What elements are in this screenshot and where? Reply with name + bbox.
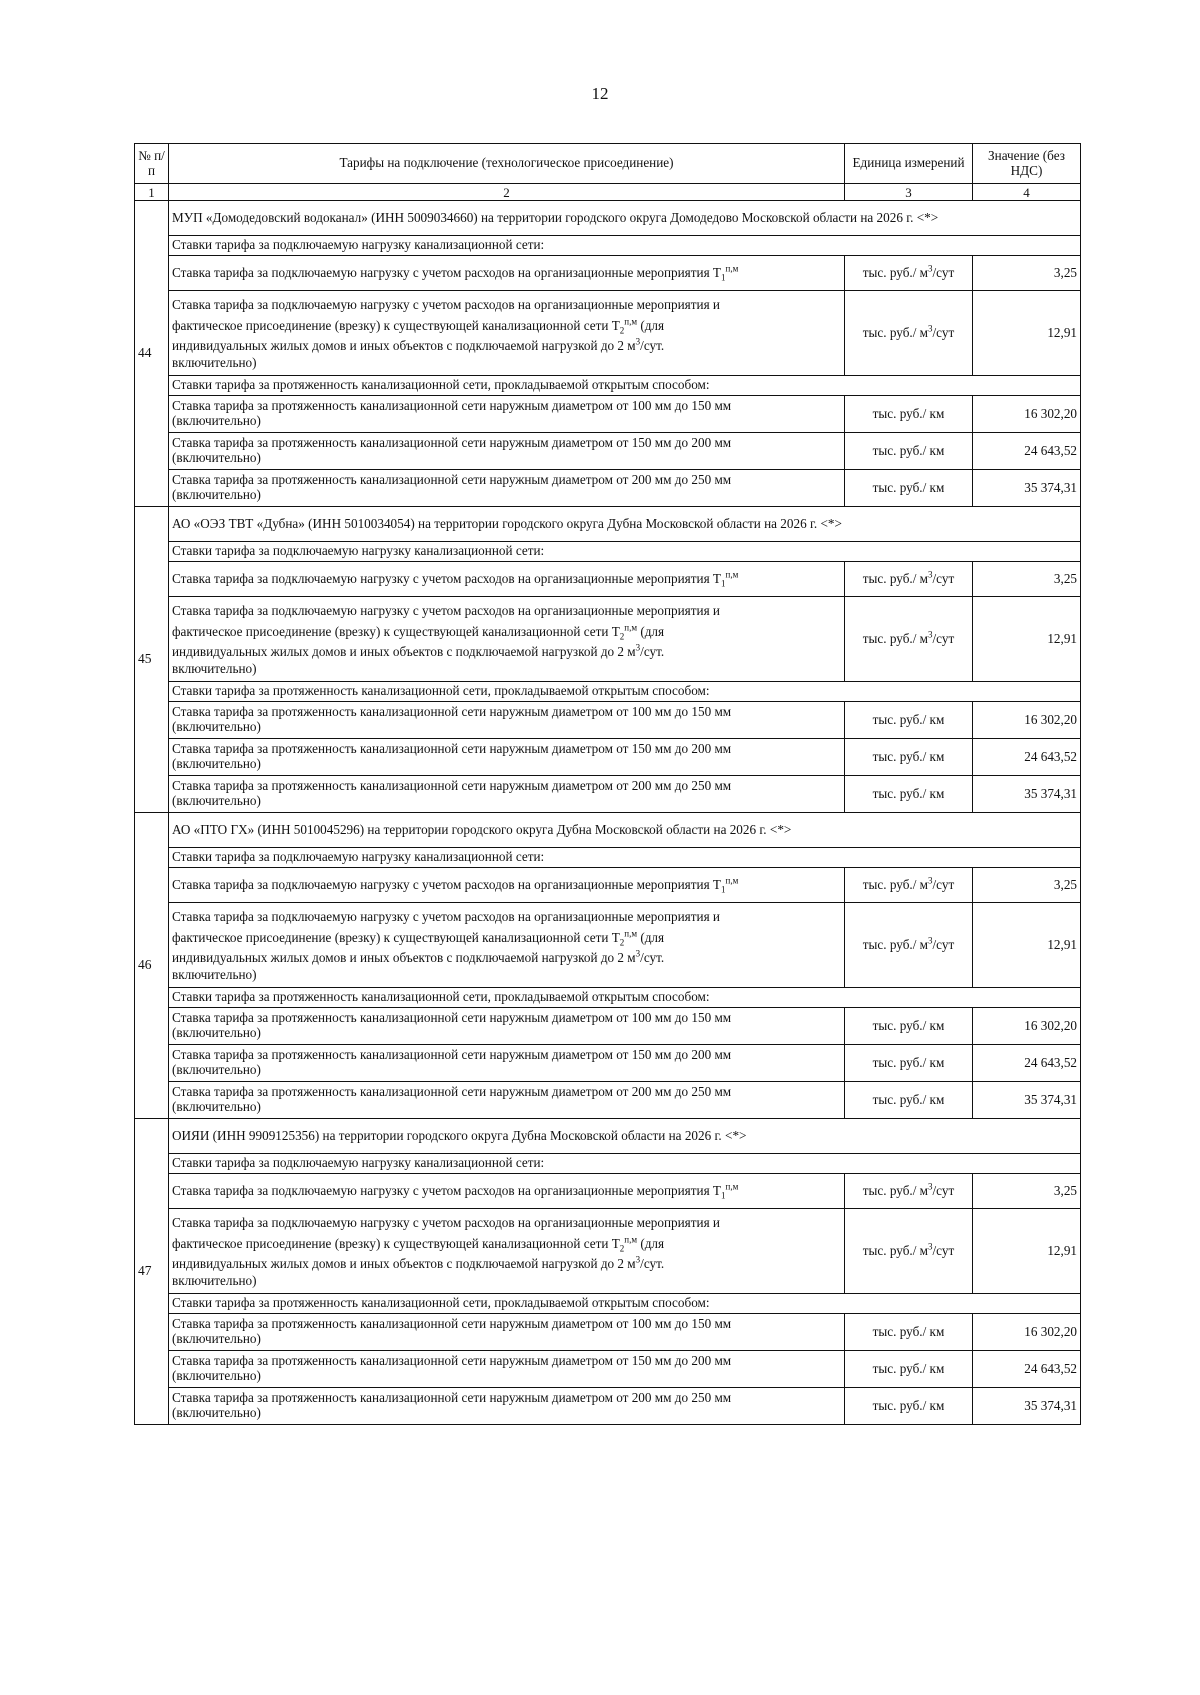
- tariff-value: 3,25: [973, 868, 1081, 903]
- tariff-unit: тыс. руб./ $м^3$/сут: [845, 562, 973, 597]
- section-row: [135, 848, 1081, 868]
- tariff-row-length: [135, 433, 1081, 470]
- section-length-label: Ставки тарифа за протяженность канализационной сети, прокладываемой открытым способом:: [169, 988, 1081, 1008]
- tariff-description: Ставка тарифа за подключаемую нагрузку с учетом расходов на организационные мероприятия $T_1^{п,м}$: [169, 256, 845, 291]
- tariff-value: 24 643,52: [973, 1045, 1081, 1082]
- tariff-row-length: [135, 739, 1081, 776]
- tariff-unit: тыс. руб./ $м^3$/сут: [845, 256, 973, 291]
- section-load-label: Ставки тарифа за подключаемую нагрузку канализационной сети:: [169, 542, 1081, 562]
- tariff-description: Ставка тарифа за протяженность канализационной сети наружным диаметром от 200 мм до 250 мм (включительно): [169, 1082, 845, 1119]
- tariff-value: 12,91: [973, 903, 1081, 988]
- tariff-value: 24 643,52: [973, 1351, 1081, 1388]
- tariff-description: Ставка тарифа за подключаемую нагрузку с учетом расходов на организационные мероприятия и фактическое присоединение (врезку) к существующей канализационной сети $T_2^{п,м}$ (для индивидуальных жилых домов и иных объектов с подключаемой нагрузкой до 2 $м^3$/сут. включительно): [169, 291, 845, 376]
- tariff-unit: тыс. руб./ км: [845, 739, 973, 776]
- tariff-description: Ставка тарифа за протяженность канализационной сети наружным диаметром от 150 мм до 200 мм (включительно): [169, 1045, 845, 1082]
- tariff-unit: тыс. руб./ $м^3$/сут: [845, 1209, 973, 1294]
- tariff-description: Ставка тарифа за подключаемую нагрузку с учетом расходов на организационные мероприятия и фактическое присоединение (врезку) к существующей канализационной сети $T_2^{п,м}$ (для индивидуальных жилых домов и иных объектов с подключаемой нагрузкой до 2 $м^3$/сут. включительно): [169, 903, 845, 988]
- tariff-row-length: [135, 1082, 1081, 1119]
- tariff-description: Ставка тарифа за протяженность канализационной сети наружным диаметром от 100 мм до 150 мм (включительно): [169, 1314, 845, 1351]
- section-length-label: Ставки тарифа за протяженность канализационной сети, прокладываемой открытым способом:: [169, 376, 1081, 396]
- tariff-description: Ставка тарифа за протяженность канализационной сети наружным диаметром от 150 мм до 200 мм (включительно): [169, 433, 845, 470]
- row-number: 47: [135, 1119, 169, 1425]
- tariff-value: 24 643,52: [973, 739, 1081, 776]
- section-load-label: Ставки тарифа за подключаемую нагрузку канализационной сети:: [169, 848, 1081, 868]
- organization-title: МУП «Домодедовский водоканал» (ИНН 5009034660) на территории городского округа Домодедово Московской области на 2026 г. <*>: [169, 201, 1081, 236]
- organization-row: [135, 201, 1081, 236]
- tariff-description: Ставка тарифа за подключаемую нагрузку с учетом расходов на организационные мероприятия и фактическое присоединение (врезку) к существующей канализационной сети $T_2^{п,м}$ (для индивидуальных жилых домов и иных объектов с подключаемой нагрузкой до 2 $м^3$/сут. включительно): [169, 597, 845, 682]
- tariff-row-t1: [135, 868, 1081, 903]
- tariff-value: 12,91: [973, 291, 1081, 376]
- page-number: 12: [591, 84, 609, 103]
- section-length-label: Ставки тарифа за протяженность канализационной сети, прокладываемой открытым способом:: [169, 682, 1081, 702]
- tariff-row-length: [135, 1351, 1081, 1388]
- tariff-value: 16 302,20: [973, 396, 1081, 433]
- tariff-value: 35 374,31: [973, 1082, 1081, 1119]
- organization-row: [135, 813, 1081, 848]
- tariff-row-length: [135, 1388, 1081, 1425]
- section-load-label: Ставки тарифа за подключаемую нагрузку канализационной сети:: [169, 236, 1081, 256]
- column-number: 1: [135, 184, 169, 201]
- tariff-unit: тыс. руб./ км: [845, 433, 973, 470]
- column-number: 4: [973, 184, 1081, 201]
- organization-title: АО «ПТО ГХ» (ИНН 5010045296) на территории городского округа Дубна Московской области на 2026 г. <*>: [169, 813, 1081, 848]
- tariff-row-length: [135, 470, 1081, 507]
- header-num: № п/п: [135, 144, 169, 184]
- organization-title: ОИЯИ (ИНН 9909125356) на территории городского округа Дубна Московской области на 2026 г. <*>: [169, 1119, 1081, 1154]
- organization-row: [135, 1119, 1081, 1154]
- tariff-value: 35 374,31: [973, 1388, 1081, 1425]
- tariff-value: 16 302,20: [973, 702, 1081, 739]
- tariff-description: Ставка тарифа за подключаемую нагрузку с учетом расходов на организационные мероприятия и фактическое присоединение (врезку) к существующей канализационной сети $T_2^{п,м}$ (для индивидуальных жилых домов и иных объектов с подключаемой нагрузкой до 2 $м^3$/сут. включительно): [169, 1209, 845, 1294]
- section-row: [135, 1294, 1081, 1314]
- row-number: 46: [135, 813, 169, 1119]
- header-value: Значение (без НДС): [973, 144, 1081, 184]
- tariff-unit: тыс. руб./ км: [845, 396, 973, 433]
- tariff-description: Ставка тарифа за протяженность канализационной сети наружным диаметром от 150 мм до 200 мм (включительно): [169, 1351, 845, 1388]
- column-number-row: [135, 184, 1081, 201]
- tariff-unit: тыс. руб./ $м^3$/сут: [845, 903, 973, 988]
- tariff-unit: тыс. руб./ км: [845, 470, 973, 507]
- tariff-value: 16 302,20: [973, 1314, 1081, 1351]
- tariff-row-t1: [135, 562, 1081, 597]
- tariff-unit: тыс. руб./ $м^3$/сут: [845, 597, 973, 682]
- tariff-description: Ставка тарифа за протяженность канализационной сети наружным диаметром от 200 мм до 250 мм (включительно): [169, 1388, 845, 1425]
- row-number: 45: [135, 507, 169, 813]
- tariff-unit: тыс. руб./ км: [845, 1082, 973, 1119]
- header-description: Тарифы на подключение (технологическое присоединение): [169, 144, 845, 184]
- tariff-description: Ставка тарифа за подключаемую нагрузку с учетом расходов на организационные мероприятия $T_1^{п,м}$: [169, 562, 845, 597]
- organization-title: АО «ОЭЗ ТВТ «Дубна» (ИНН 5010034054) на территории городского округа Дубна Московской области на 2026 г. <*>: [169, 507, 1081, 542]
- tariff-row-t2: [135, 1209, 1081, 1294]
- tariff-row-length: [135, 702, 1081, 739]
- tariff-row-length: [135, 1045, 1081, 1082]
- section-row: [135, 988, 1081, 1008]
- tariff-value: 16 302,20: [973, 1008, 1081, 1045]
- tariff-unit: тыс. руб./ $м^3$/сут: [845, 291, 973, 376]
- tariff-value: 35 374,31: [973, 470, 1081, 507]
- section-row: [135, 376, 1081, 396]
- column-number: 2: [169, 184, 845, 201]
- section-length-label: Ставки тарифа за протяженность канализационной сети, прокладываемой открытым способом:: [169, 1294, 1081, 1314]
- tariff-description: Ставка тарифа за протяженность канализационной сети наружным диаметром от 100 мм до 150 мм (включительно): [169, 396, 845, 433]
- tariff-row-t2: [135, 903, 1081, 988]
- tariff-description: Ставка тарифа за протяженность канализационной сети наружным диаметром от 150 мм до 200 мм (включительно): [169, 739, 845, 776]
- column-number: 3: [845, 184, 973, 201]
- tariff-unit: тыс. руб./ км: [845, 1008, 973, 1045]
- section-row: [135, 236, 1081, 256]
- tariff-unit: тыс. руб./ км: [845, 776, 973, 813]
- tariff-value: 24 643,52: [973, 433, 1081, 470]
- tariff-description: Ставка тарифа за подключаемую нагрузку с учетом расходов на организационные мероприятия $T_1^{п,м}$: [169, 1174, 845, 1209]
- tariff-table: [134, 143, 1081, 1425]
- section-row: [135, 682, 1081, 702]
- tariff-row-t2: [135, 597, 1081, 682]
- tariff-row-t2: [135, 291, 1081, 376]
- tariff-row-t1: [135, 256, 1081, 291]
- tariff-description: Ставка тарифа за протяженность канализационной сети наружным диаметром от 200 мм до 250 мм (включительно): [169, 776, 845, 813]
- table-header-row: [135, 144, 1081, 184]
- header-unit: Единица измерений: [845, 144, 973, 184]
- tariff-value: 12,91: [973, 1209, 1081, 1294]
- tariff-description: Ставка тарифа за протяженность канализационной сети наружным диаметром от 100 мм до 150 мм (включительно): [169, 1008, 845, 1045]
- tariff-unit: тыс. руб./ $м^3$/сут: [845, 868, 973, 903]
- organization-row: [135, 507, 1081, 542]
- tariff-description: Ставка тарифа за протяженность канализационной сети наружным диаметром от 100 мм до 150 мм (включительно): [169, 702, 845, 739]
- tariff-row-length: [135, 1314, 1081, 1351]
- section-load-label: Ставки тарифа за подключаемую нагрузку канализационной сети:: [169, 1154, 1081, 1174]
- tariff-row-length: [135, 776, 1081, 813]
- tariff-unit: тыс. руб./ $м^3$/сут: [845, 1174, 973, 1209]
- tariff-value: 3,25: [973, 1174, 1081, 1209]
- tariff-unit: тыс. руб./ км: [845, 1045, 973, 1082]
- tariff-value: 35 374,31: [973, 776, 1081, 813]
- tariff-unit: тыс. руб./ км: [845, 1351, 973, 1388]
- tariff-value: 3,25: [973, 562, 1081, 597]
- tariff-unit: тыс. руб./ км: [845, 1314, 973, 1351]
- tariff-row-t1: [135, 1174, 1081, 1209]
- tariff-row-length: [135, 396, 1081, 433]
- section-row: [135, 1154, 1081, 1174]
- tariff-description: Ставка тарифа за протяженность канализационной сети наружным диаметром от 200 мм до 250 мм (включительно): [169, 470, 845, 507]
- section-row: [135, 542, 1081, 562]
- tariff-value: 12,91: [973, 597, 1081, 682]
- tariff-unit: тыс. руб./ км: [845, 1388, 973, 1425]
- tariff-row-length: [135, 1008, 1081, 1045]
- tariff-value: 3,25: [973, 256, 1081, 291]
- row-number: 44: [135, 201, 169, 507]
- tariff-description: Ставка тарифа за подключаемую нагрузку с учетом расходов на организационные мероприятия $T_1^{п,м}$: [169, 868, 845, 903]
- tariff-unit: тыс. руб./ км: [845, 702, 973, 739]
